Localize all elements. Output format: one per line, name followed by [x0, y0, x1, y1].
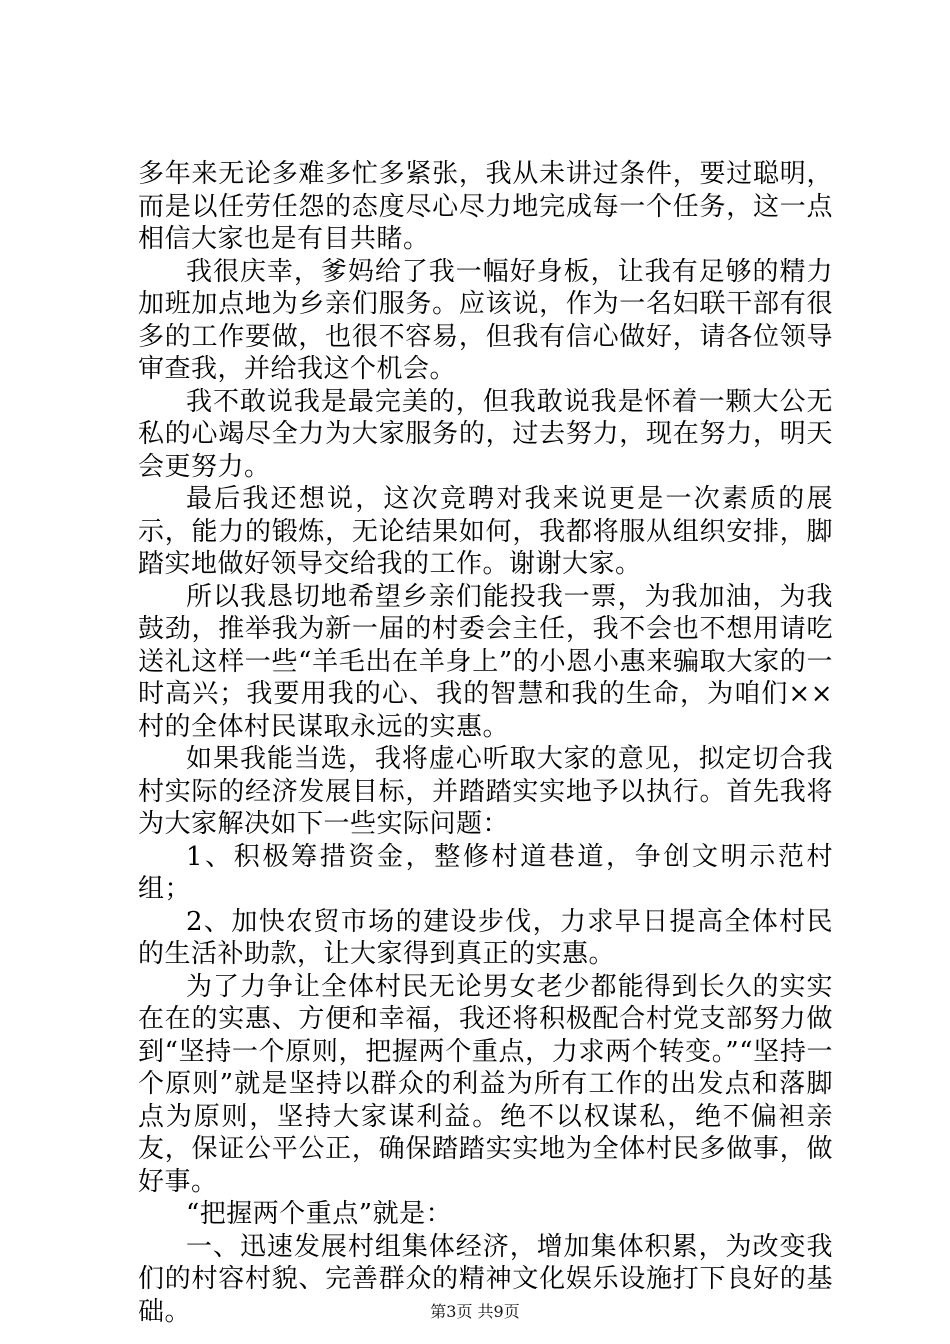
paragraph-3: 我不敢说我是最完美的，但我敢说我是怀着一颗大公无私的心竭尽全力为大家服务的，过去努力，现在努力，明天会更努力。 — [138, 386, 833, 482]
paragraph-7: 为了力争让全体村民无论男女老少都能得到长久的实实在在的实惠、方便和幸福，我还将积极配合村党支部努力做到“坚持一个原则，把握两个重点，力求两个转变。”“坚持一个原则”就是坚持以群众的利益为所有工作的出发点和落脚点为原则，坚持大家谋利益。绝不以权谋私，绝不偏袒亲友，保证公平公正，确保踏踏实实地为全体村民多做事，做好事。 — [138, 971, 833, 1197]
paragraph-5: 所以我恳切地希望乡亲们能投我一票，为我加油，为我鼓劲，推举我为新一届的村委会主任，我不会也不想用请吃送礼这样一些“羊毛出在羊身上”的小恩小惠来骗取大家的一时高兴；我要用我的心、我的智慧和我的生命，为咱们××村的全体村民谋取永远的实惠。 — [138, 581, 833, 742]
page-number-footer: 第3页 共9页 — [430, 1302, 520, 1321]
list-item-1: 1、积极筹措资金，整修村道巷道，争创文明示范村组； — [138, 841, 833, 904]
paragraph-8: “把握两个重点”就是： — [186, 1199, 453, 1229]
paragraph-6: 如果我能当选，我将虚心听取大家的意见，拟定切合我村实际的经济发展目标，并踏踏实实地予以执行。首先我将为大家解决如下一些实际问题： — [138, 744, 833, 839]
paragraph-4: 最后我还想说，这次竞聘对我来说更是一次素质的展示，能力的锻炼，无论结果如何，我都将服从组织安排，脚踏实地做好领导交给我的工作。谢谢大家。 — [138, 484, 833, 579]
paragraph-9: 一、迅速发展村组集体经济，增加集体积累，为改变我们的村容村貌、完善群众的精神文化娱乐设施打下良好的基础。 — [138, 1231, 833, 1327]
paragraph-1: 多年来无论多难多忙多紧张，我从未讲过条件，要过聪明，而是以任劳任怨的态度尽心尽力地完成每一个任务，这一点相信大家也是有目共睹。 — [138, 159, 833, 254]
list-item-2: 2、加快农贸市场的建设步伐，力求早日提高全体村民的生活补助款，让大家得到真正的实惠。 — [138, 906, 833, 969]
document-body — [138, 158, 833, 1328]
paragraph-2: 我很庆幸，爹妈给了我一幅好身板，让我有足够的精力加班加点地为乡亲们服务。应该说，作为一名妇联干部有很多的工作要做，也很不容易，但我有信心做好，请各位领导审查我，并给我这个机会。 — [138, 256, 833, 384]
